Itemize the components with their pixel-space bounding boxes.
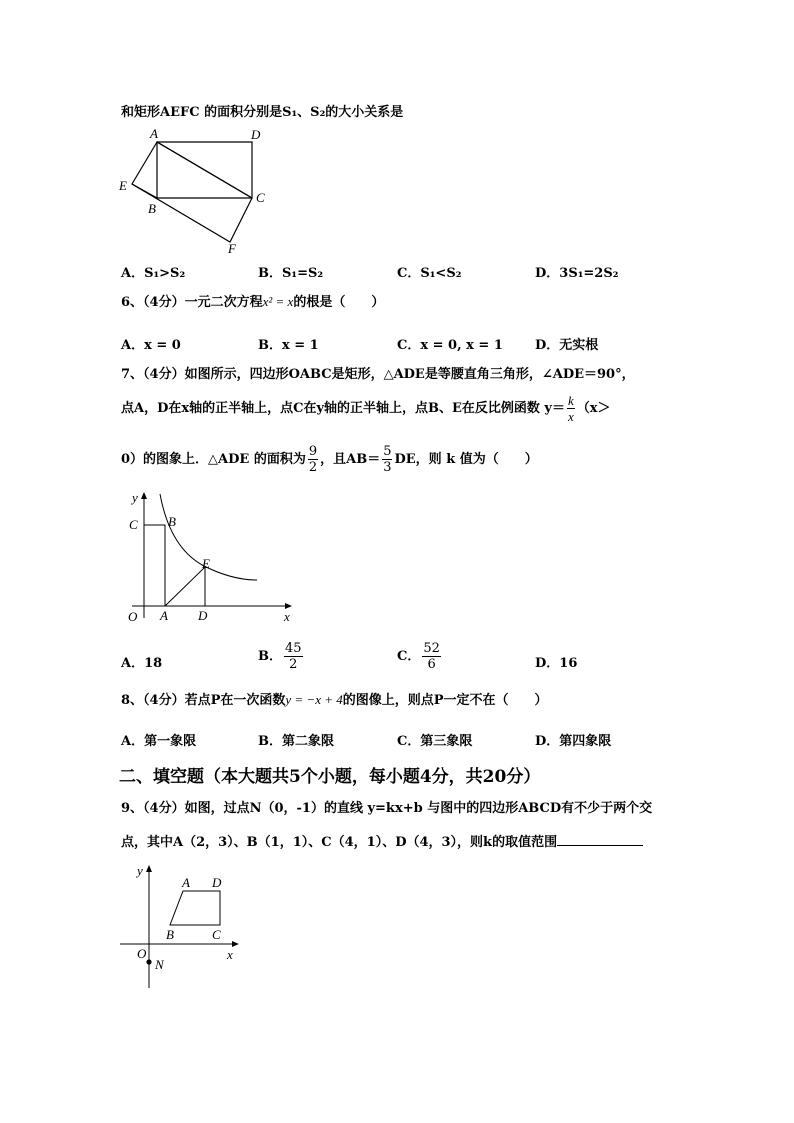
frac-den: x — [568, 409, 574, 424]
q5-option-a[interactable]: A．S₁>S₂ — [121, 266, 186, 281]
q7-figure — [112, 488, 302, 630]
option-prefix: C． — [397, 649, 421, 664]
label-e: E — [119, 178, 127, 193]
quadrilateral-abcd — [170, 891, 220, 925]
q6-option-b[interactable]: B．x = 1 — [258, 338, 319, 353]
q5-option-d[interactable]: D．3S₁=2S₂ — [535, 266, 619, 281]
q9-line2 — [121, 833, 643, 851]
rect-aefc — [132, 142, 252, 242]
frac-num: 45 — [285, 641, 302, 656]
label-e: E — [202, 556, 210, 571]
label-d: D — [198, 608, 208, 623]
x-axis-arrow-icon — [232, 941, 239, 947]
section-2-title: 二、填空题（本大题共5个小题，每小题4分，共20分） — [119, 767, 541, 787]
label-o: O — [137, 946, 147, 961]
q9-answer-blank[interactable] — [557, 833, 643, 846]
y-axis-arrow-icon — [141, 492, 147, 499]
q7-line3-a: 0）的图象上．△ADE 的面积为 — [121, 452, 306, 467]
q7-fraction-5-over-3 — [382, 444, 392, 475]
label-c: C — [212, 927, 221, 942]
q5-figure — [112, 122, 282, 257]
label-c: C — [256, 190, 265, 205]
q5-option-b[interactable]: B．S₁=S₂ — [258, 266, 324, 281]
label-f: F — [228, 241, 236, 256]
frac-den: 2 — [308, 460, 318, 475]
q5-option-c[interactable]: C．S₁<S₂ — [397, 266, 462, 281]
q8-stem — [121, 692, 548, 709]
q6-equation: x² = x — [262, 294, 294, 309]
frac-num: 9 — [308, 444, 318, 459]
q6-stem — [121, 294, 384, 311]
q6-option-d[interactable]: D．无实根 — [535, 338, 599, 353]
q7-fraction-k-over-x — [567, 393, 575, 424]
q6-option-c[interactable]: C．x = 0, x = 1 — [397, 338, 503, 353]
label-a: A — [182, 875, 190, 890]
label-b: B — [148, 201, 156, 216]
q7-option-a[interactable]: A．18 — [121, 656, 163, 671]
label-d: D — [212, 875, 222, 890]
q8-option-d[interactable]: D．第四象限 — [535, 734, 612, 749]
label-x: x — [227, 947, 233, 962]
frac-den: 3 — [383, 460, 392, 475]
q7-line3-b: ，且AB＝ — [320, 452, 381, 467]
frac-num: 52 — [423, 641, 440, 656]
label-a: A — [160, 608, 168, 623]
q9-figure — [112, 860, 247, 992]
label-o: O — [128, 609, 138, 624]
label-y: y — [137, 863, 143, 878]
q6-prefix: 6、（4分）一元二次方程 — [121, 295, 263, 310]
q7-option-c-fraction — [422, 641, 441, 672]
q7-line2-a: 点A，D在x轴的正半轴上，点C在y轴的正半轴上，点B、E在反比例函数 y＝ — [121, 401, 565, 416]
q8-option-c[interactable]: C．第三象限 — [397, 734, 473, 749]
q7-option-b-fraction — [284, 641, 303, 672]
q8-option-b[interactable]: B．第二象限 — [258, 734, 334, 749]
label-c: C — [129, 517, 138, 532]
q8-suffix: 的图像上，则点P一定不在（ ） — [342, 693, 548, 708]
q7-line2-b: （x＞ — [576, 401, 611, 416]
q9-line2-text: 点，其中A（2，3）、B（1，1）、C（4，1）、D（4，3），则k的取值范围 — [121, 835, 558, 850]
label-b: B — [166, 927, 174, 942]
frac-num: k — [568, 393, 574, 408]
segment-eb — [132, 184, 157, 198]
q6-suffix: 的根是（ ） — [293, 295, 385, 310]
label-y: y — [132, 490, 138, 505]
label-n: N — [155, 957, 164, 972]
q7-line3-c: DE，则 k 值为（ ） — [394, 452, 538, 467]
q5-stem: 和矩形AEFC 的面积分别是S₁、S₂的大小关系是 — [121, 105, 404, 120]
option-prefix: B． — [258, 649, 282, 664]
q8-equation: y = −x + 4 — [285, 692, 343, 707]
point-n — [146, 959, 151, 964]
rect-oabc — [144, 525, 165, 606]
q7-line1: 7、（4分）如图所示，四边形OABC是矩形，△ADE是等腰直角三角形，∠ADE＝90°， — [121, 367, 635, 382]
q7-line3 — [121, 443, 538, 477]
frac-den: 6 — [427, 657, 436, 672]
label-a: A — [150, 126, 158, 141]
q8-prefix: 8、（4分）若点P在一次函数 — [121, 693, 286, 708]
frac-den: 2 — [289, 657, 298, 672]
q7-option-c[interactable] — [397, 640, 443, 674]
q7-fraction-9-over-2 — [308, 444, 318, 475]
triangle-ade — [165, 567, 205, 606]
q9-line1: 9、（4分）如图，过点N（0，-1）的直线 y=kx+b 与图中的四边形ABCD有不少于两个交 — [121, 801, 653, 816]
frac-num: 5 — [383, 444, 392, 459]
label-b: B — [168, 514, 176, 529]
q7-option-b[interactable] — [258, 640, 305, 674]
q7-option-d[interactable]: D．16 — [535, 656, 578, 671]
q8-option-a[interactable]: A．第一象限 — [121, 734, 197, 749]
q7-line2 — [121, 393, 611, 425]
label-d: D — [251, 127, 261, 142]
q6-option-a[interactable]: A．x = 0 — [121, 338, 181, 353]
label-x: x — [284, 609, 290, 624]
y-axis-arrow-icon — [146, 865, 152, 872]
